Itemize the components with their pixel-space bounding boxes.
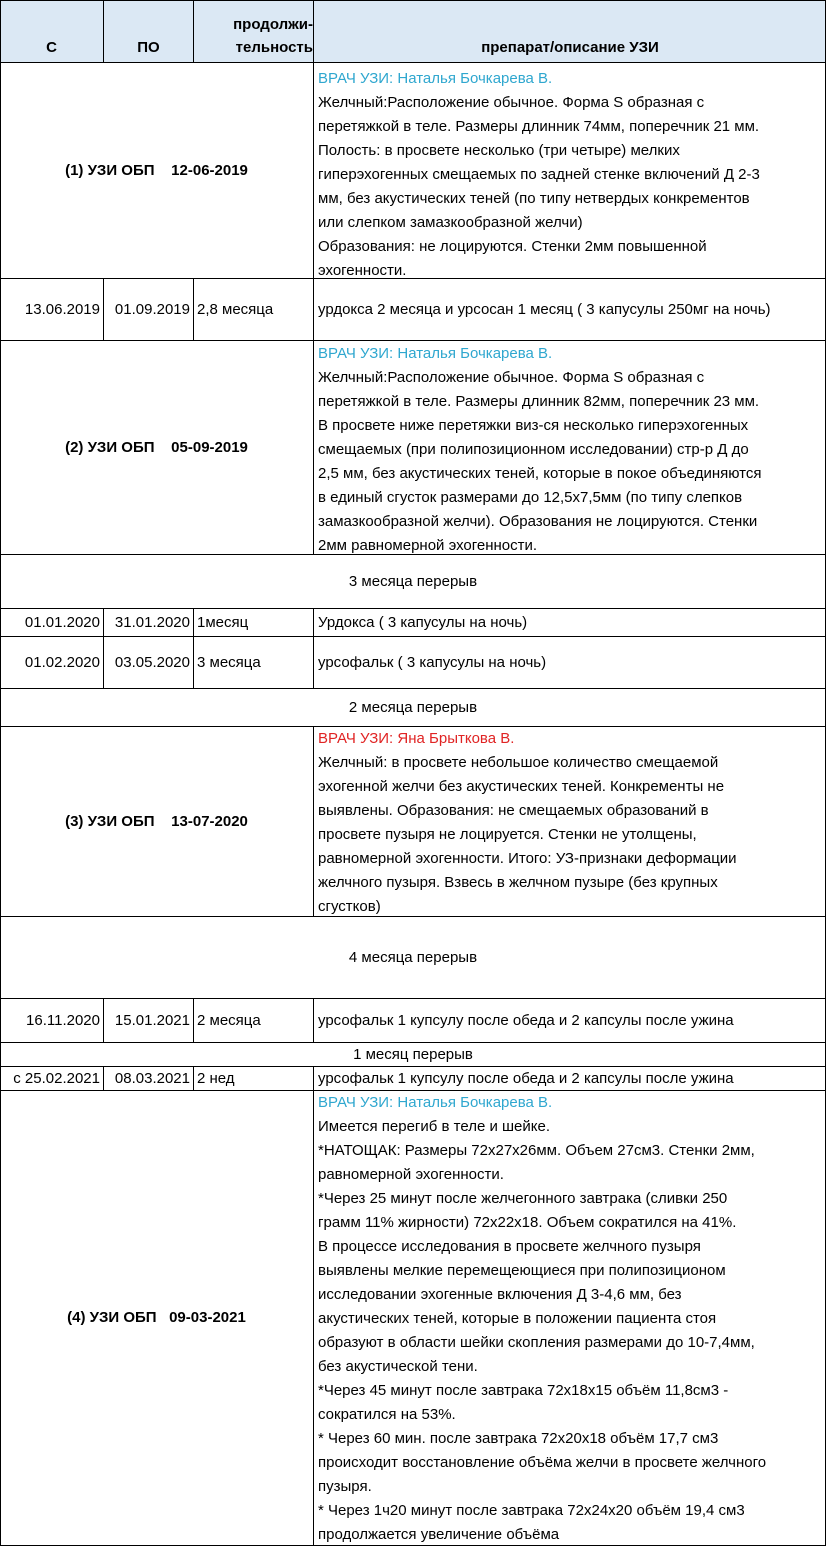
date-to: 03.05.2020 — [104, 637, 194, 688]
table-row-treatment-3 — [0, 637, 826, 689]
desc-line: *НАТОЩАК: Размеры 72х27х26мм. Объем 27см3. Стенки 2мм, — [318, 1142, 755, 1159]
table-row-break-2 — [0, 689, 826, 727]
doctor-name: ВРАЧ УЗИ: Яна Брыткова В. — [318, 730, 515, 747]
usi-2-description — [314, 341, 826, 554]
desc-line: акустических теней, которые в положении пациента стоя — [318, 1310, 717, 1327]
desc-line: грамм 11% жирности) 72х22х18. Объем сократился на 41%. — [318, 1214, 737, 1231]
table-row-break-1 — [0, 555, 826, 609]
duration: 1месяц — [194, 609, 314, 636]
desc-line: Желчный:Расположение обычное. Форма S образная с — [318, 94, 705, 111]
desc-line: равномерной эхогенности. — [318, 1166, 504, 1183]
table-row-treatment-1 — [0, 279, 826, 341]
usi-1-label: (1) УЗИ ОБП 12-06-2019 — [0, 63, 314, 278]
desc-line: выявлены. Образования: не смещаемых образований в — [318, 802, 709, 819]
desc-line: пузыря. — [318, 1478, 372, 1495]
desc-line: или слепком замазкообразной желчи) — [318, 214, 583, 231]
desc-line: * Через 60 мин. после завтрака 72х20х18 объём 17,7 см3 — [318, 1430, 719, 1447]
desc-line: без акустической тени. — [318, 1358, 478, 1375]
desc-line: смещаемых (при полипозиционном исследовании) стр-р Д до — [318, 441, 749, 458]
table-row-usi-3 — [0, 727, 826, 917]
date-from: 13.06.2019 — [0, 279, 104, 340]
doctor-name: ВРАЧ УЗИ: Наталья Бочкарева В. — [318, 345, 553, 362]
usi-4-label: (4) УЗИ ОБП 09-03-2021 — [0, 1091, 314, 1545]
desc-line: образуют в области шейки скопления размерами до 10-7,4мм, — [318, 1334, 755, 1351]
table-row-usi-4 — [0, 1091, 826, 1546]
table-row-break-3 — [0, 917, 826, 999]
desc-line: мм, без акустических теней (по типу нетвердых конкрементов — [318, 190, 750, 207]
drug-text: Урдокса ( 3 капусулы на ночь) — [318, 613, 528, 631]
date-to: 15.01.2021 — [104, 999, 194, 1042]
break-text: 4 месяца перерыв — [348, 948, 478, 966]
desc-line: выявлены мелкие перемещеющиеся при полипозиционом — [318, 1262, 726, 1279]
table-row-break-4 — [0, 1043, 826, 1067]
usi-3-description — [314, 727, 826, 916]
date-to: 01.09.2019 — [104, 279, 194, 340]
usi-4-description — [314, 1091, 826, 1545]
table-row-treatment-4 — [0, 999, 826, 1043]
desc-line: 2мм равномерной эхогенности. — [318, 537, 538, 554]
break-text: 1 месяц перерыв — [353, 1045, 473, 1063]
usi-1-description — [314, 63, 826, 278]
date-from: 16.11.2020 — [0, 999, 104, 1042]
doctor-name: ВРАЧ УЗИ: Наталья Бочкарева В. — [318, 70, 553, 87]
header-duration: продолжи- тельность — [194, 1, 314, 62]
header-from: С — [0, 1, 104, 62]
desc-line: замазкообразной желчи). Образования не лоцируются. Стенки — [318, 513, 758, 530]
desc-line: желчного пузыря. Взвесь в желчном пузыре (без крупных — [318, 874, 718, 891]
date-from: 01.02.2020 — [0, 637, 104, 688]
desc-line: эхогенности. — [318, 262, 407, 279]
drug-text: урсофальк ( 3 капусулы на ночь) — [318, 653, 547, 671]
desc-line: эхогенной желчи без акустических теней. Конкременты не — [318, 778, 725, 795]
desc-line: В просвете ниже перетяжки виз-ся несколько гиперэхогенных — [318, 417, 749, 434]
duration: 2 нед — [194, 1067, 314, 1090]
doctor-name: ВРАЧ УЗИ: Наталья Бочкарева В. — [318, 1094, 553, 1111]
table-row-usi-1 — [0, 63, 826, 279]
desc-line: продолжается увеличение объёма — [318, 1526, 560, 1543]
date-from: с 25.02.2021 — [0, 1067, 104, 1090]
usi-2-label: (2) УЗИ ОБП 05-09-2019 — [0, 341, 314, 554]
header-to: ПО — [104, 1, 194, 62]
break-text: 2 месяца перерыв — [348, 698, 478, 716]
desc-line: 2,5 мм, без акустических теней, которые в покое объединяются — [318, 465, 762, 482]
desc-line: происходит восстановление объёма желчи в просвете желчного — [318, 1454, 767, 1471]
desc-line: Желчный:Расположение обычное. Форма S образная с — [318, 369, 705, 386]
drug-text: урсофальк 1 купсулу после обеда и 2 капсулы после ужина — [318, 1011, 734, 1029]
desc-line: сгустков) — [318, 898, 381, 915]
table-row-usi-2 — [0, 341, 826, 555]
desc-line: в единый сгусток размерами до 12,5х7,5мм (по типу слепков — [318, 489, 743, 506]
desc-line: * Через 1ч20 минут после завтрака 72х24х20 объём 19,4 см3 — [318, 1502, 745, 1519]
desc-line: *Через 25 минут после желчегонного завтрака (сливки 250 — [318, 1190, 728, 1207]
desc-line: перетяжкой в теле. Размеры длинник 82мм, поперечник 23 мм. — [318, 393, 760, 410]
table-row-treatment-2 — [0, 609, 826, 637]
desc-line: Полость: в просвете несколько (три четыре) мелких — [318, 142, 680, 159]
drug-text: урсофальк 1 купсулу после обеда и 2 капсулы после ужина — [318, 1069, 734, 1087]
desc-line: Желчный: в просвете небольшое количество смещаемой — [318, 754, 719, 771]
duration: 3 месяца — [194, 637, 314, 688]
date-to: 31.01.2020 — [104, 609, 194, 636]
desc-line: перетяжкой в теле. Размеры длинник 74мм, поперечник 21 мм. — [318, 118, 760, 135]
desc-line: исследовании эхогенные включения Д 3-4,6 мм, без — [318, 1286, 682, 1303]
desc-line: равномерной эхогенности. Итого: УЗ-признаки деформации — [318, 850, 737, 867]
duration: 2 месяца — [194, 999, 314, 1042]
usi-3-label: (3) УЗИ ОБП 13-07-2020 — [0, 727, 314, 916]
desc-line: просвете пузыря не лоцируется. Стенки не утолщены, — [318, 826, 697, 843]
date-to: 08.03.2021 — [104, 1067, 194, 1090]
desc-line: *Через 45 минут после завтрака 72х18х15 объём 11,8см3 - — [318, 1382, 729, 1399]
desc-line: В процессе исследования в просвете желчного пузыря — [318, 1238, 701, 1255]
table-left-border — [0, 0, 1, 1546]
drug-text: урдокса 2 месяца и урсосан 1 месяц ( 3 капусулы 250мг на ночь) — [318, 300, 771, 318]
desc-line: гиперэхогенных смещаемых по задней стенке включений Д 2-3 — [318, 166, 760, 183]
table-row-treatment-5 — [0, 1067, 826, 1091]
desc-line: Образования: не лоцируются. Стенки 2мм повышенной — [318, 238, 707, 255]
duration: 2,8 месяца — [194, 279, 314, 340]
desc-line: сократился на 53%. — [318, 1406, 456, 1423]
table-header — [0, 0, 826, 63]
header-description: препарат/описание УЗИ — [481, 39, 659, 56]
date-from: 01.01.2020 — [0, 609, 104, 636]
desc-line: Имеется перегиб в теле и шейке. — [318, 1118, 551, 1135]
break-text: 3 месяца перерыв — [348, 572, 478, 590]
